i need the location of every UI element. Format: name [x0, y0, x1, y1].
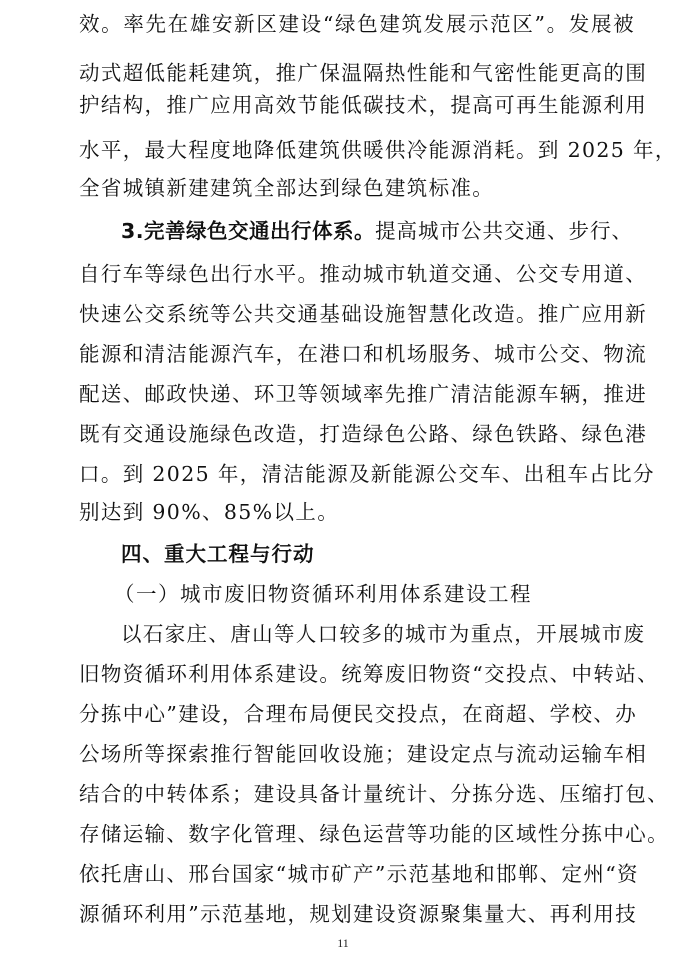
- text-line: 源循环利用”示范基地，规划建设资源聚集量大、再利用技: [79, 902, 638, 926]
- text-line: 结合的中转体系；建设具备计量统计、分拣分选、压缩打包、: [79, 782, 669, 806]
- lead-line-rest: 提高城市公共交通、步行、: [375, 219, 634, 243]
- text-line: 动式超低能耗建筑，推广保温隔热性能和气密性能更高的围: [79, 61, 648, 85]
- text-line: 自行车等绿色出行水平。推动城市轨道交通、公交专用道、: [79, 262, 648, 286]
- text-line: 旧物资循环利用体系建设。统筹废旧物资“交投点、中转站、: [79, 662, 659, 686]
- text-line: 以石家庄、唐山等人口较多的城市为重点，开展城市废: [121, 622, 646, 646]
- text-line: 能源和清洁能源汽车，在港口和机场服务、城市公交、物流: [79, 342, 648, 366]
- text-line: 护结构，推广应用高效节能低碳技术，提高可再生能源利用: [79, 93, 648, 117]
- text-line: 全省城镇新建建筑全部达到绿色建筑标准。: [79, 176, 495, 200]
- text-line: 效。率先在雄安新区建设“绿色建筑发展示范区”。发展被: [79, 12, 635, 36]
- section-heading: 四、重大工程与行动: [121, 542, 315, 566]
- text-line-with-lead: [121, 213, 635, 249]
- text-line: 存储运输、数字化管理、绿色运营等功能的区域性分拣中心。: [79, 822, 669, 846]
- text-line: 依托唐山、邢台国家“城市矿产”示范基地和邯郸、定州“资: [79, 862, 639, 886]
- text-line: 配送、邮政快递、环卫等领域率先推广清洁能源车辆，推进: [79, 382, 648, 406]
- bold-lead-heading: 3.完善绿色交通出行体系。: [121, 219, 376, 243]
- text-line: 别达到 90%、85%以上。: [79, 500, 340, 524]
- text-line: 口。到 2025 年，清洁能源及新能源公交车、出租车占比分: [79, 462, 655, 486]
- page-number: 11: [337, 936, 349, 950]
- subsection-heading: （一）城市废旧物资循环利用体系建设工程: [114, 582, 532, 606]
- text-line: 公场所等探索推行智能回收设施；建设定点与流动运输车相: [79, 742, 648, 766]
- text-line: 分拣中心”建设，合理布局便民交投点，在商超、学校、办: [79, 702, 638, 726]
- text-line: 水平，最大程度地降低建筑供暖供冷能源消耗。到 2025 年，: [79, 138, 677, 162]
- text-line: 快速公交系统等公共交通基础设施智慧化改造。推广应用新: [79, 302, 648, 326]
- text-line: 既有交通设施绿色改造，打造绿色公路、绿色铁路、绿色港: [79, 422, 648, 446]
